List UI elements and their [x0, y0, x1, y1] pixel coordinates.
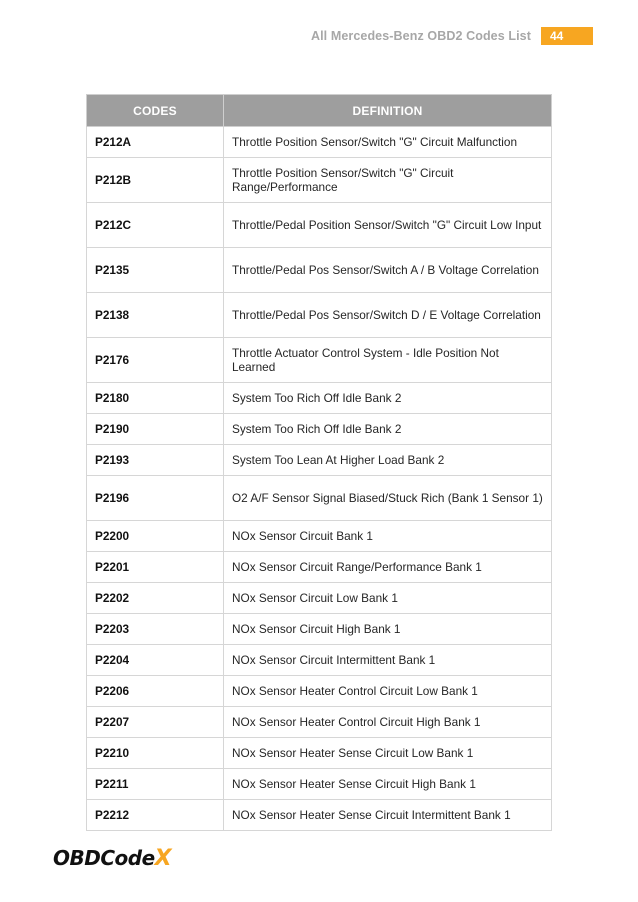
table-row — [87, 769, 552, 800]
code-cell: P2201 — [87, 552, 224, 583]
code-cell: P2193 — [87, 445, 224, 476]
page-header — [311, 26, 593, 46]
code-cell: P2202 — [87, 583, 224, 614]
code-cell: P2203 — [87, 614, 224, 645]
table-row — [87, 583, 552, 614]
code-cell: P2206 — [87, 676, 224, 707]
code-cell: P2204 — [87, 645, 224, 676]
logo-accent-letter: X — [154, 846, 172, 871]
definition-cell: NOx Sensor Circuit Low Bank 1 — [224, 583, 552, 614]
table-row — [87, 738, 552, 769]
table-row — [87, 293, 552, 338]
code-cell: P212B — [87, 158, 224, 203]
table-row — [87, 414, 552, 445]
page-number-badge: 44 — [541, 27, 593, 45]
code-cell: P2212 — [87, 800, 224, 831]
definition-cell: Throttle Position Sensor/Switch "G" Circuit Range/Performance — [224, 158, 552, 203]
definition-cell: System Too Rich Off Idle Bank 2 — [224, 414, 552, 445]
table-row — [87, 383, 552, 414]
code-cell: P2210 — [87, 738, 224, 769]
column-header-codes: CODES — [87, 95, 224, 127]
table-row — [87, 158, 552, 203]
table-row — [87, 521, 552, 552]
logo-wordmark: OBDCode — [53, 846, 155, 870]
definition-cell: NOx Sensor Circuit Range/Performance Bank 1 — [224, 552, 552, 583]
code-cell: P2190 — [87, 414, 224, 445]
definition-cell: NOx Sensor Heater Control Circuit High Bank 1 — [224, 707, 552, 738]
code-cell: P212C — [87, 203, 224, 248]
code-cell: P2196 — [87, 476, 224, 521]
definition-cell: Throttle/Pedal Pos Sensor/Switch A / B Voltage Correlation — [224, 248, 552, 293]
code-cell: P2138 — [87, 293, 224, 338]
table-row — [87, 203, 552, 248]
table-row — [87, 127, 552, 158]
definition-cell: NOx Sensor Circuit High Bank 1 — [224, 614, 552, 645]
table-row — [87, 476, 552, 521]
table-row — [87, 707, 552, 738]
table-row — [87, 676, 552, 707]
definition-cell: O2 A/F Sensor Signal Biased/Stuck Rich (Bank 1 Sensor 1) — [224, 476, 552, 521]
definition-cell: NOx Sensor Circuit Bank 1 — [224, 521, 552, 552]
definition-cell: NOx Sensor Heater Sense Circuit High Bank 1 — [224, 769, 552, 800]
code-cell: P2180 — [87, 383, 224, 414]
definition-cell: NOx Sensor Heater Sense Circuit Intermittent Bank 1 — [224, 800, 552, 831]
table-row — [87, 614, 552, 645]
definition-cell: NOx Sensor Heater Sense Circuit Low Bank 1 — [224, 738, 552, 769]
code-cell: P2200 — [87, 521, 224, 552]
table-row — [87, 645, 552, 676]
table-row — [87, 338, 552, 383]
code-cell: P2211 — [87, 769, 224, 800]
definition-cell: System Too Rich Off Idle Bank 2 — [224, 383, 552, 414]
definition-cell: Throttle Position Sensor/Switch "G" Circuit Malfunction — [224, 127, 552, 158]
codes-table — [86, 94, 552, 831]
code-cell: P212A — [87, 127, 224, 158]
definition-cell: Throttle/Pedal Position Sensor/Switch "G" Circuit Low Input — [224, 203, 552, 248]
obdcodex-logo — [53, 846, 172, 870]
definition-cell: NOx Sensor Heater Control Circuit Low Bank 1 — [224, 676, 552, 707]
definition-cell: Throttle/Pedal Pos Sensor/Switch D / E Voltage Correlation — [224, 293, 552, 338]
code-cell: P2176 — [87, 338, 224, 383]
definition-cell: NOx Sensor Circuit Intermittent Bank 1 — [224, 645, 552, 676]
code-cell: P2207 — [87, 707, 224, 738]
table-row — [87, 445, 552, 476]
definition-cell: System Too Lean At Higher Load Bank 2 — [224, 445, 552, 476]
table-row — [87, 800, 552, 831]
column-header-definition: DEFINITION — [224, 95, 552, 127]
table-row — [87, 552, 552, 583]
table-header-row — [87, 95, 552, 127]
definition-cell: Throttle Actuator Control System - Idle Position Not Learned — [224, 338, 552, 383]
code-cell: P2135 — [87, 248, 224, 293]
table-row — [87, 248, 552, 293]
document-title: All Mercedes-Benz OBD2 Codes List — [310, 29, 531, 43]
